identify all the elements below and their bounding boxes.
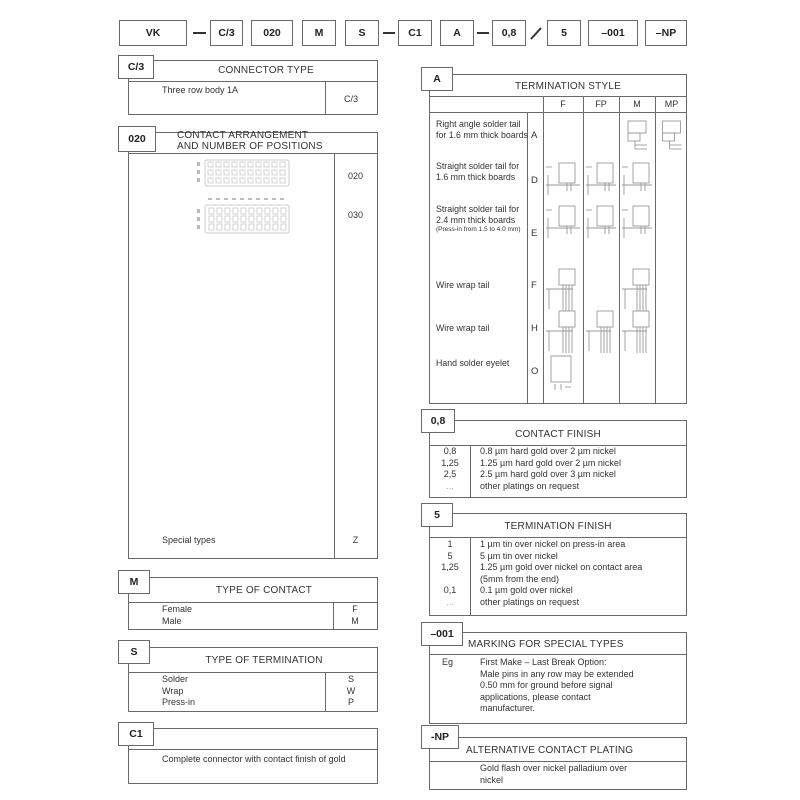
pin [281,224,286,230]
pin [216,162,221,167]
part-code-segment: VK [119,20,187,46]
pin-number-mark [232,198,236,200]
section-tag: S [118,640,150,664]
pin [265,224,270,230]
row-code: F [531,280,537,291]
option-code: M [351,615,359,626]
option-label: Wrap [162,685,184,696]
option-code: 1,25 [441,457,459,468]
row-code: H [531,323,538,334]
description-line: First Make – Last Break Option: [480,657,607,667]
option-description: 2.5 µm hard gold over 3 µm nickel [480,469,616,479]
pin [257,216,262,222]
option-code: 1 [447,539,453,549]
pin [209,208,214,214]
section-title: CONNECTOR TYPE [218,65,314,76]
pin [208,170,213,175]
pin [209,216,214,222]
section-tag: M [118,570,150,594]
pin [208,178,213,183]
pin [249,216,254,222]
termination-style-table [429,74,687,404]
pin [224,178,229,183]
pin-number-mark [216,198,220,200]
pin-number-mark [272,198,276,200]
description-line: Male pins in any row may be extended [480,668,634,679]
pin [208,162,213,167]
option-label: Three row body 1A [162,85,239,95]
pin [241,216,246,222]
pin-number-mark [240,198,244,200]
option-label: Press-in [162,697,196,707]
part-code-segment: 5 [547,20,581,46]
description-line: manufacturer. [480,703,536,713]
wire-wrap-drawing [586,311,613,353]
section-tag: 0,8 [421,409,455,433]
pin [240,162,245,167]
pin [217,224,222,230]
section-title: TERMINATION FINISH [504,521,612,532]
part-code-segment: S [345,20,379,46]
section-tag: –001 [421,622,463,646]
wire-wrap-drawing [546,269,575,311]
pin [217,208,222,214]
row-label: Right angle solder tail for 1.6 mm thick boards [436,119,528,140]
pin-grid-outline [205,205,289,233]
option-code: S [347,674,354,684]
pin [281,216,286,222]
row-label-mark [197,217,200,221]
option-code: 5 [447,550,453,561]
section-tag: A [421,67,453,91]
wire-wrap-drawing [622,311,649,353]
row-label: Wire wrap tail [436,323,490,333]
option-code: ... [446,480,454,491]
option-code: P [347,697,354,707]
section-tag: 5 [421,503,453,527]
straight-tail-drawing [622,163,652,195]
description-line: nickel [480,774,504,785]
option-code: W [346,685,356,696]
option-code: 0,1 [443,585,457,595]
row-label-mark [197,225,200,229]
row-label-mark [197,178,200,182]
pin [281,208,286,214]
pin [216,178,221,183]
option-label: Special types [162,535,216,545]
pin [248,162,253,167]
eyelet-drawing [551,356,571,390]
pin [273,216,278,222]
section-tag: -NP [421,725,459,749]
pin-layout-diagram [185,157,295,197]
row-code: E [531,228,538,239]
option-label: Female [162,604,193,614]
option-code: F [352,604,358,614]
part-code-segment: C1 [398,20,432,46]
section-title: CONTACT FINISH [515,429,601,440]
option-code [430,574,470,586]
part-code-segment: 0,8 [492,20,526,46]
pin [232,170,237,175]
option-description: Complete connector with contact finish of gold [162,754,346,764]
pin [248,170,253,175]
separator-dash [383,32,395,34]
option-description: 1.25 µm hard gold over 2 µm nickel [480,457,621,468]
pin [224,162,229,167]
row-label-mark [197,170,200,174]
pin [280,162,285,167]
right-angle-drawing [663,121,682,149]
section-tag: C1 [118,722,154,746]
pin-grid-outline [205,160,289,186]
option-label: Solder [162,674,189,684]
option-description: 5 µm tin over nickel [480,550,558,561]
pin [256,162,261,167]
pin [280,170,285,175]
pin [272,178,277,183]
row-code: A [531,130,538,141]
option-label: Male [162,615,182,626]
pin [240,170,245,175]
pin [233,208,238,214]
pin [272,170,277,175]
pin [265,216,270,222]
straight-tail-drawing [622,206,652,238]
straight-tail-drawing [546,163,580,195]
option-code: Z [352,535,359,545]
pin [224,170,229,175]
section-title: TYPE OF TERMINATION [205,655,323,666]
part-code-segment: A [440,20,474,46]
option-code: 0,8 [443,446,457,456]
section-tag: 020 [118,126,156,152]
option-description: 0.8 µm hard gold over 2 µm nickel [480,446,616,456]
pin [225,208,230,214]
row-code: D [531,175,538,186]
pin [256,178,261,183]
pin [248,178,253,183]
pin [264,162,269,167]
pin [249,208,254,214]
pin-number-mark [248,198,252,200]
pin [233,224,238,230]
pin-number-mark [256,198,260,200]
part-code-segment: C/3 [210,20,243,46]
pin [216,170,221,175]
pin-layout-diagram [185,197,295,243]
section-tag: C/3 [118,55,154,79]
straight-tail-drawing [586,163,616,195]
wire-wrap-drawing [622,269,649,311]
straight-tail-drawing [586,206,616,238]
row-label: Hand solder eyelet [436,358,510,368]
straight-tail-drawing [546,206,580,238]
pin [232,162,237,167]
option-code: C/3 [343,94,358,104]
pin [264,178,269,183]
pin [265,208,270,214]
pin [272,162,277,167]
part-code-segment: 020 [251,20,293,46]
pin-number-mark [208,198,212,200]
option-code: Eg [442,657,454,667]
option-description: other platings on request [480,480,580,491]
pin [217,216,222,222]
wire-wrap-drawing [546,311,575,353]
row-note: (Press-in from 1.5 to 4.0 mm) [436,226,521,233]
pin [240,178,245,183]
pin-number-mark [224,198,228,200]
separator-dash [477,32,489,34]
row-label-mark [197,162,200,166]
row-label: Wire wrap tail [436,280,490,290]
row-label: Straight solder tail for 1.6 mm thick boards [436,161,520,182]
pin [225,216,230,222]
part-code-segment: –NP [645,20,687,46]
description-line: Gold flash over nickel palladium over [480,763,628,773]
pin [257,208,262,214]
section-title: MARKING FOR SPECIAL TYPES [468,639,624,650]
separator-dash [193,32,206,34]
part-code-segment: –001 [588,20,638,46]
section-title: TERMINATION STYLE [514,81,621,92]
pin [256,170,261,175]
row-label: Straight solder tail for 2.4 mm thick boards [436,204,520,225]
pin [225,224,230,230]
column-header: F [560,99,566,109]
right-angle-drawing [628,121,647,149]
description-line: 0.50 mm for ground before signal [480,680,613,690]
option-description: 1.25 µm gold over nickel on contact area [480,562,643,572]
section-title: ALTERNATIVE CONTACT PLATING [466,745,634,756]
part-code-segment: M [302,20,336,46]
section-title: CONTACT ARRANGEMENT AND NUMBER OF POSITIONS [177,130,323,152]
pin [264,170,269,175]
pin [249,224,254,230]
row-label-mark [197,209,200,213]
column-header: MP [664,99,679,109]
row-code: O [531,366,539,377]
pin-number-mark [280,198,284,200]
pin [280,178,285,183]
column-header: FP [595,99,607,109]
section-title: TYPE OF CONTACT [215,585,313,596]
option-code: 020 [347,171,364,181]
pin [241,224,246,230]
pin [209,224,214,230]
pin [232,178,237,183]
separator-slash [528,24,544,42]
pin [257,224,262,230]
pin [273,208,278,214]
pin [241,208,246,214]
option-description: (5mm from the end) [480,573,560,584]
option-description: other platings on request [480,596,580,607]
option-code: ... [446,596,454,607]
option-code: 1,25 [441,562,459,572]
pin [233,216,238,222]
pin [273,224,278,230]
description-line: applications, please contact [480,691,591,702]
option-description: 1 µm tin over nickel on press-in area [480,539,626,549]
option-code: 030 [347,210,364,220]
termination-drawings [430,75,688,405]
option-code: 2,5 [443,469,457,479]
option-description: 0.1 µm gold over nickel [480,585,573,595]
pin-number-mark [264,198,268,200]
column-header: M [633,99,641,109]
